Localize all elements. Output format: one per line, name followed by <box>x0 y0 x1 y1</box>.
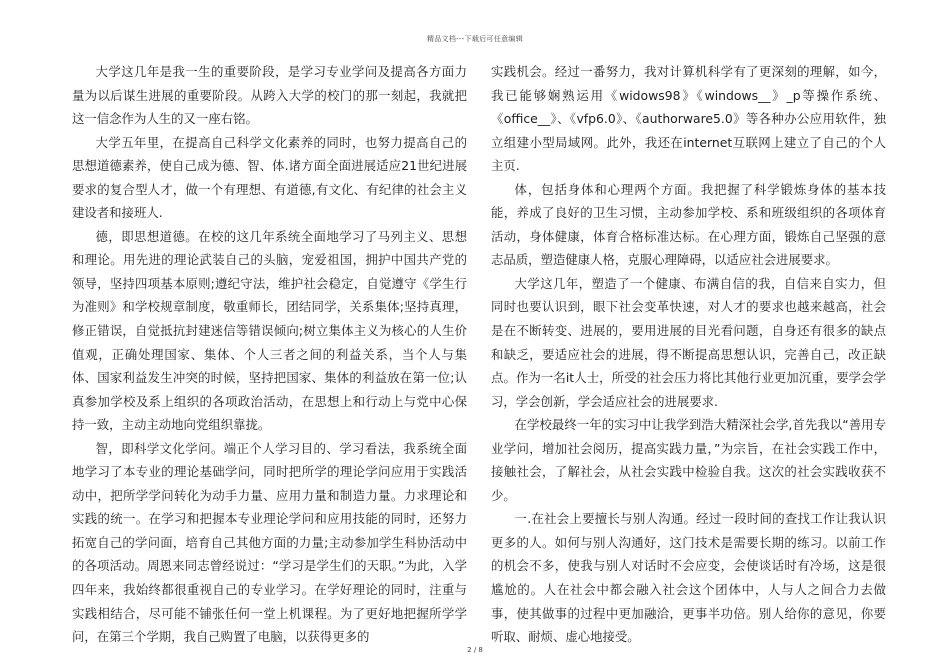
paragraph: 大学这几年是我一生的重要阶段，是学习专业学问及提高各方面力量为以后谋生进展的重要阶段。从跨入大学的校门的那一刻起，我就把这一信念作为人生的又一座右铭。 <box>72 64 467 127</box>
paragraph: 体，包括身体和心理两个方面。我把握了科学锻炼身体的基本技能，养成了良好的卫生习惯，主动参加学校、系和班级组织的各项体育活动，身体健康，体育合格标准达标。在心理方面，锻炼自己坚强的意志品质，塑造健康人格，克服心理障碍，以适应社会进展要求。 <box>491 181 886 268</box>
paragraph: 大学这几年，塑造了一个健康、布满自信的我，自信来自实力，但同时也要认识到，眼下社会变革快速，对人才的要求也越来越高，社会是在不断转变、进展的，要用进展的目光看问题，自身还有很多的缺点和缺乏，要适应社会的进展，得不断提高思想认识，完善自己，改正缺点。作为一名it人士，所受的社会压力将比其他行业更加沉重，要学会学习，学会创新，学会适应社会的进展要求. <box>491 275 886 409</box>
paragraph: 实践机会。经过一番努力，我对计算机科学有了更深刻的理解，如今，我已能够娴熟运用《widows98》《windows__》_p等操作系统、《office__》、《vfp6.0》、《authorware5.0》等各种办公应用软件，独立组建小型局域网。此外，我还在internet互联网上建立了自己的个人主页. <box>491 64 886 174</box>
right-column <box>491 60 886 649</box>
paragraph: 在学校最终一年的实习中让我学到浩大精深社会学,首先我以“善用专业学问，增加社会阅历，提高实践力量，”为宗旨，在社会实践工作中，接触社会，了解社会，从社会实践中检验自我。这次的社会实践收获不少。 <box>491 417 886 503</box>
paragraph: 智，即科学文化学问。端正个人学习目的、学习看法，我系统全面地学习了本专业的理论基础学问，同时把所学的理论学问应用于实践活动中，把所学学问转化为动手力量、应用力量和制造力量。力求理论和实践的统一。在学习和把握本专业理论学问和应用技能的同时，还努力拓宽自己的学问面，培育自己其他方面的力量;主动参加学生科协活动中的各项活动。周恩来同志曾经说过：“学习是学生们的天职。”为此，入学四年来，我始终都很重视自己的专业学习。在学好理论的同时，注重与实践相结合，尽可能不铺张任何一堂上机课程。为了更好地把握所学学问，在第三个学期，我自己购置了电脑，以获得更多的 <box>72 440 467 645</box>
paragraph: 德，即思想道德。在校的这几年系统全面地学习了马列主义、思想和理论。用先进的理论武装自己的头脑，宠爱祖国，拥护中国共产党的领导，坚持四项基本原则;遵纪守法，维护社会稳定，自觉遵守《学生行为准则》和学校规章制度，敬重师长，团结同学，关系集体;坚持真理，修正错误，自觉抵抗封建迷信等错误倾向;树立集体主义为核心的人生价值观，正确处理国家、集体、个人三者之间的利益关系，当个人与集体、国家利益发生冲突的时候，坚持把国家、集体的利益放在第一位;认真参加学校及系上组织的各项政治活动，在思想上和行动上与党中心保持一致，主动主动地向党组织靠拢。 <box>72 228 467 433</box>
paragraph: 一.在社会上要擅长与别人沟通。经过一段时间的查找工作让我认识更多的人。如何与别人沟通好，这门技术是需要长期的练习。以前工作的机会不多，使我与别人对话时不会应变，会使谈话时有冷场，这是很尴尬的。人在社会中都会融入社会这个团体中，人与人之间合力去做事，使其做事的过程中更加融洽，更事半功倍。别人给你的意见，你要听取、耐烦、虚心地接受。 <box>491 511 886 645</box>
page-header: 精品文档---下载后可任意编辑 <box>426 35 524 43</box>
paragraph: 大学五年里，在提高自己科学文化素养的同时，也努力提高自己的思想道德素养，使自己成为德、智、体.诸方面全面进展适应21世纪进展要求的复合型人才，做一个有理想、有道德,有文化、有纪律的社会主义建设者和接班人. <box>72 134 467 221</box>
left-column <box>72 60 467 649</box>
page-number: 2 / 8 <box>467 646 483 654</box>
